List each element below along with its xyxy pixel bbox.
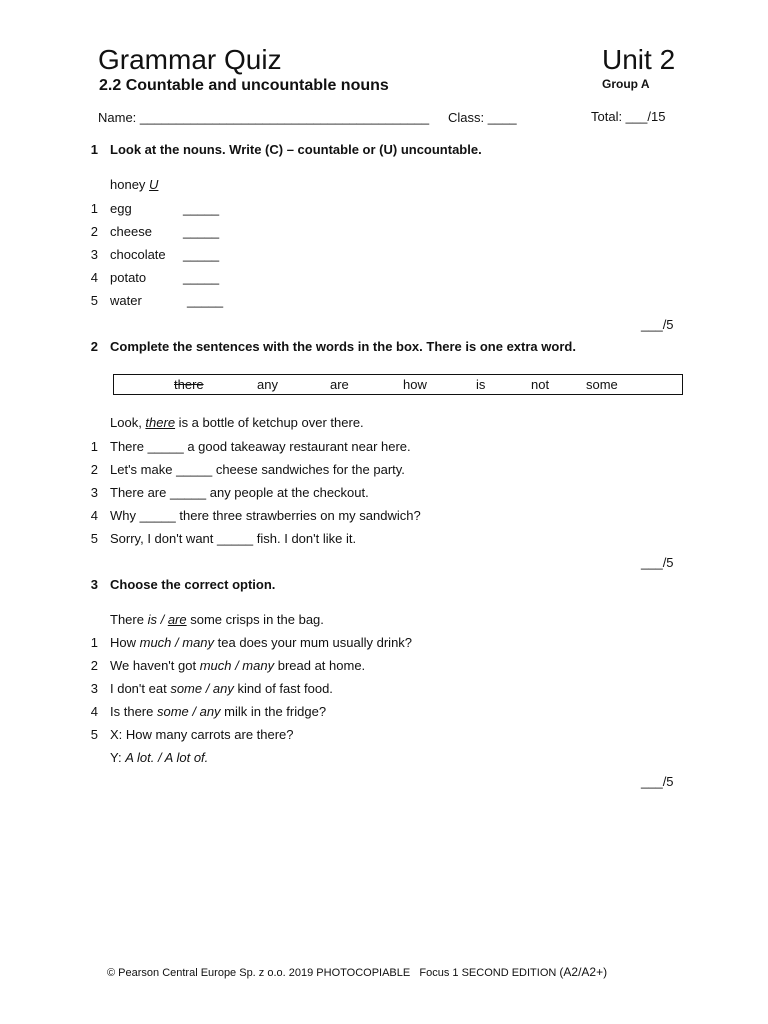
item-number: 4	[90, 508, 98, 523]
question-text: kind of fast food.	[233, 681, 333, 696]
reply-text: Y:	[110, 750, 126, 765]
options[interactable]: much / many	[199, 658, 275, 673]
question-text: tea does your mum usually drink?	[214, 635, 413, 650]
word-box	[113, 374, 683, 395]
unit-title: Unit 2	[602, 44, 676, 75]
answer-blank[interactable]: _____	[183, 201, 220, 216]
example-word: honey	[110, 177, 146, 192]
noun-water: water	[110, 293, 142, 308]
example-text: some crisps in the bag.	[186, 612, 324, 627]
answer-blank[interactable]: _____	[183, 247, 220, 262]
group-label: Group A	[602, 77, 650, 91]
exercise-1-score: ___/5	[641, 317, 674, 332]
box-word-how: how	[403, 377, 427, 392]
question-text: bread at home.	[274, 658, 366, 673]
box-word-some: some	[586, 377, 618, 392]
item-number: 3	[90, 247, 98, 262]
item-number: 5	[90, 531, 98, 546]
item-number: 4	[90, 704, 98, 719]
question-3	[110, 681, 333, 696]
total-score: Total: ___/15	[591, 109, 666, 124]
page-subtitle: 2.2 Countable and uncountable nouns	[99, 77, 389, 94]
noun-potato: potato	[110, 270, 147, 285]
name-field[interactable]: Name: ________________________________________	[98, 110, 430, 125]
box-word-there: there	[174, 377, 204, 392]
item-number: 2	[90, 462, 98, 477]
sentence-3[interactable]: There are _____ any people at the checkout.	[110, 485, 369, 500]
noun-cheese: cheese	[110, 224, 152, 239]
option-separator: /	[156, 612, 168, 627]
exercise-2-instruction: Complete the sentences with the words in the box. There is one extra word.	[110, 339, 576, 354]
question-4	[110, 704, 326, 719]
exercise-1-example	[110, 177, 158, 192]
example-text: There	[110, 612, 148, 627]
page-title: Grammar Quiz	[98, 44, 282, 75]
exercise-3-instruction: Choose the correct option.	[110, 577, 276, 592]
sentence-4[interactable]: Why _____ there three strawberries on my sandwich?	[110, 508, 421, 523]
question-text: milk in the fridge?	[220, 704, 327, 719]
item-number: 5	[90, 293, 98, 308]
item-number: 1	[90, 201, 98, 216]
item-number: 3	[90, 485, 98, 500]
box-word-is: is	[476, 377, 486, 392]
sentence-2[interactable]: Let's make _____ cheese sandwiches for the party.	[110, 462, 405, 477]
example-answer: are	[167, 612, 187, 627]
footer	[107, 965, 607, 979]
box-word-any: any	[257, 377, 278, 392]
question-5-reply	[110, 750, 208, 765]
question-text: I don't eat	[110, 681, 171, 696]
item-number: 3	[90, 681, 98, 696]
item-number: 5	[90, 727, 98, 742]
options[interactable]: some / any	[170, 681, 234, 696]
answer-blank[interactable]: _____	[183, 224, 220, 239]
item-number: 2	[90, 224, 98, 239]
noun-egg: egg	[110, 201, 132, 216]
exercise-1-instruction: Look at the nouns. Write (C) – countable or (U) uncountable.	[110, 142, 482, 157]
question-text: Is there	[110, 704, 157, 719]
class-field[interactable]: Class: ____	[448, 110, 517, 125]
item-number: 2	[90, 658, 98, 673]
exercise-2-example	[110, 415, 364, 430]
exercise-3-score: ___/5	[641, 774, 674, 789]
options[interactable]: A lot. / A lot of.	[125, 750, 209, 765]
sentence-1[interactable]: There _____ a good takeaway restaurant near here.	[110, 439, 411, 454]
item-number: 4	[90, 270, 98, 285]
edition-text: Focus 1 SECOND EDITION	[419, 967, 560, 979]
exercise-2-number: 2	[90, 339, 98, 354]
question-text: We haven't got	[110, 658, 200, 673]
level-text: (A2/A2+)	[559, 965, 608, 979]
example-answer: U	[149, 177, 159, 192]
noun-chocolate: chocolate	[110, 247, 166, 262]
sentence-5[interactable]: Sorry, I don't want _____ fish. I don't like it.	[110, 531, 357, 546]
item-number: 1	[90, 635, 98, 650]
answer-blank[interactable]: _____	[183, 270, 220, 285]
example-text: Look,	[110, 415, 146, 430]
exercise-3-number: 3	[90, 577, 98, 592]
item-number: 1	[90, 439, 98, 454]
answer-blank[interactable]: _____	[187, 293, 224, 308]
exercise-3-example	[110, 612, 324, 627]
question-text: How	[110, 635, 140, 650]
options[interactable]: some / any	[156, 704, 221, 719]
exercise-1-number: 1	[90, 142, 98, 157]
option: is	[147, 612, 157, 627]
box-word-not: not	[531, 377, 550, 392]
options[interactable]: much / many	[139, 635, 215, 650]
exercise-2-score: ___/5	[641, 555, 674, 570]
example-answer: there	[145, 415, 176, 430]
question-2	[110, 658, 365, 673]
box-word-are: are	[330, 377, 349, 392]
question-1	[110, 635, 412, 650]
question-5: X: How many carrots are there?	[110, 727, 294, 742]
copyright-text: © Pearson Central Europe Sp. z o.o. 2019 PHOTOCOPIABLE	[107, 967, 411, 979]
example-text: is a bottle of ketchup over there.	[175, 415, 364, 430]
